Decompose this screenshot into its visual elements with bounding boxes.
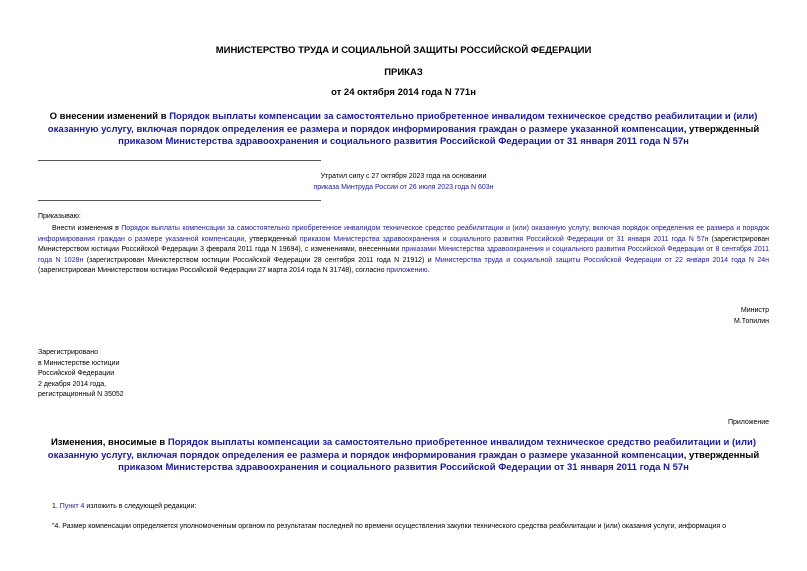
doc-type-heading: ПРИКАЗ: [384, 67, 423, 78]
p1-text-d: (зарегистрирован Министерством юстиции Российской Федерации 28 сентября 2011 года N 21912) и: [83, 256, 436, 264]
item1-number: 1.: [52, 503, 60, 510]
registration-line-5: регистрационный N 35052: [38, 391, 124, 398]
p1-link-order-1028n[interactable]: приказами Министерства здравоохранения и социального развития Российской Федерации от 8 сентября 2011 года N 1028н: [38, 246, 769, 264]
registration-block: [38, 348, 124, 401]
divider-bottom: [38, 200, 321, 201]
p1-link-order-24n[interactable]: Министерства труда и социальной защиты Российской Федерации от 22 января 2014 года N 24н: [435, 256, 769, 264]
item1-link-clause-4[interactable]: Пункт 4: [59, 503, 85, 510]
item1-quote: "4. Размер компенсации определяется уполномоченным органом по результатам последней по времени осуществления закупки технического средства реабилитации и (или) оказания услуги, информация о: [52, 523, 726, 530]
appendix-title: [38, 437, 769, 475]
p1-text-f: .: [427, 267, 430, 274]
order-paragraph: [38, 224, 769, 277]
ministry-heading: МИНИСТЕРСТВО ТРУДА И СОЦИАЛЬНОЙ ЗАЩИТЫ РОССИЙСКОЙ ФЕДЕРАЦИИ: [215, 45, 592, 56]
appendix-label: Приложение: [727, 419, 769, 426]
p1-link-procedure[interactable]: Порядок выплаты компенсации за самостоятельно приобретенное инвалидом техническое средство реабилитации и (или) оказанную услугу, включая порядок определения ее размера и порядок информирования граждан о размере указанной компенсации: [38, 225, 770, 243]
order-title: [38, 111, 769, 149]
order-word: Приказываю:: [38, 213, 81, 220]
appendix-title-link-order-57n[interactable]: приказом Министерства здравоохранения и социального развития Российской Федерации от 31 января 2011 года N 57н: [118, 462, 689, 473]
p1-link-order-57n[interactable]: приказом Министерства здравоохранения и социального развития Российской Федерации от 31 января 2011 года N 57н: [299, 235, 709, 243]
p1-link-appendix[interactable]: приложению: [386, 267, 428, 274]
expired-notice: [200, 172, 607, 193]
registration-line-1: Зарегистрировано: [38, 349, 98, 356]
registration-line-2: в Министерстве юстиции: [38, 359, 120, 367]
p1-text-c: (зарегистрирован Министерством юстиции Российской Федерации 3 февраля 2011 года N 19694), с изменениями, внесенными: [38, 235, 770, 253]
expired-link[interactable]: приказа Минтруда России от 26 июля 2023 года N 603н: [313, 183, 494, 191]
p1-text-a: Внести изменения в: [52, 225, 122, 232]
title-link-order-57n[interactable]: приказом Министерства здравоохранения и социального развития Российской Федерации от 31 января 2011 года N 57н: [118, 136, 689, 147]
expired-line: Утратил силу с 27 октября 2023 года на основании: [320, 173, 487, 180]
appendix-item-1: [52, 502, 196, 513]
doc-date-number: от 24 октября 2014 года N 771н: [331, 87, 476, 98]
signature-position: Министр: [740, 307, 769, 314]
divider-top: [38, 160, 321, 161]
appendix-title-prefix: Изменения, вносимые в: [50, 437, 168, 448]
title-prefix: О внесении изменений в: [49, 111, 170, 122]
p1-text-b: , утвержденный: [244, 235, 300, 243]
p1-text-e: (зарегистрирован Министерством юстиции Российской Федерации 27 марта 2014 года N 31748), согласно: [38, 267, 387, 274]
signature-block: [734, 306, 769, 327]
registration-line-4: 2 декабря 2014 года,: [38, 380, 107, 388]
appendix-title-link-procedure[interactable]: Порядок выплаты компенсации за самостоятельно приобретенное инвалидом техническое средство реабилитации и (или) оказанную услугу, включая порядок определения ее размера и порядок информирования граждан о размере указанной компенсации: [47, 437, 757, 461]
title-link-procedure[interactable]: Порядок выплаты компенсации за самостоятельно приобретенное инвалидом техническое средство реабилитации и (или) оказанную услугу, включая порядок определения ее размера и порядок информирования граждан о размере указанной компенсации: [47, 111, 758, 135]
signature-name: М.Топилин: [734, 317, 769, 325]
title-mid: , утвержденный: [683, 123, 760, 135]
registration-line-3: Российской Федерации: [38, 370, 115, 377]
item1-text: изложить в следующей редакции:: [84, 503, 197, 510]
appendix-title-mid: , утвержденный: [683, 449, 760, 461]
